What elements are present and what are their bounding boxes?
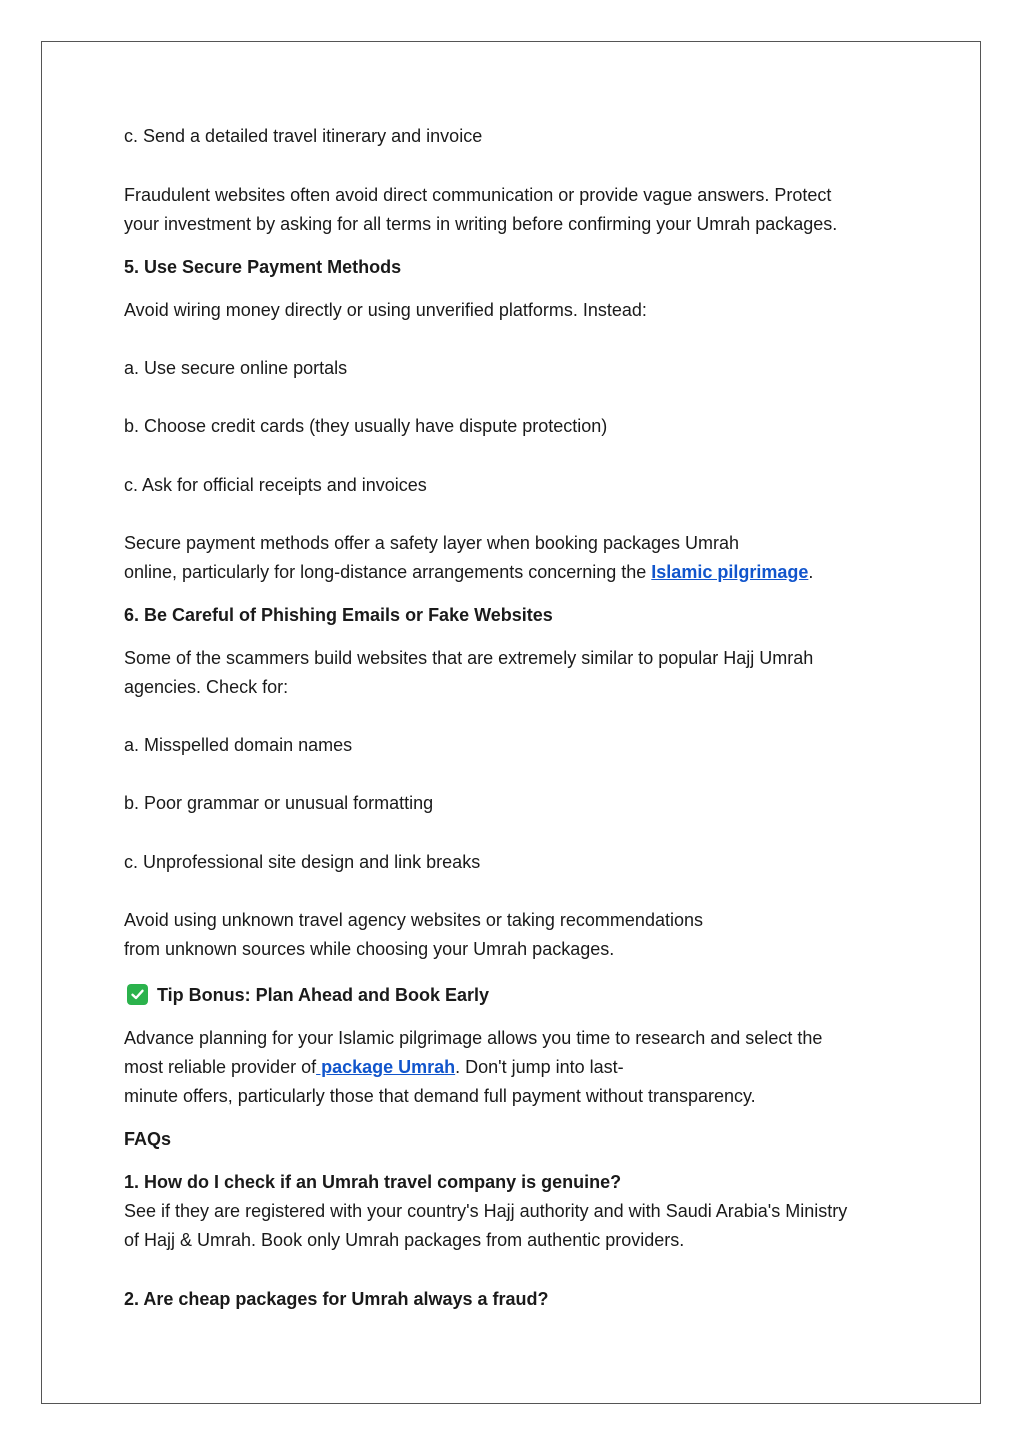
body-text: Fraudulent websites often avoid direct communication or provide vague answers. Protect (124, 185, 832, 205)
body-text: from unknown sources while choosing your Umrah packages. (124, 939, 615, 959)
body-text: . (808, 562, 814, 582)
faq-question: 1. How do I check if an Umrah travel company is genuine? (124, 1172, 622, 1192)
list-item: b. Choose credit cards (they usually have dispute protection) (124, 416, 608, 436)
list-item: c. Unprofessional site design and link breaks (124, 852, 481, 872)
body-text: Avoid using unknown travel agency websites or taking recommendations (124, 910, 703, 930)
body-text: Avoid wiring money directly or using unverified platforms. Instead: (124, 300, 647, 320)
body-text: . Don't jump into last- (455, 1057, 624, 1077)
section-heading: 5. Use Secure Payment Methods (124, 257, 402, 277)
faq-question: 2. Are cheap packages for Umrah always a fraud? (124, 1289, 549, 1309)
body-text: your investment by asking for all terms in writing before confirming your Umrah packages. (124, 214, 838, 234)
body-text: agencies. Check for: (124, 677, 289, 697)
body-text: Advance planning for your Islamic pilgrimage allows you time to research and select the (124, 1028, 823, 1048)
list-item: a. Misspelled domain names (124, 735, 353, 755)
islamic-pilgrimage-link[interactable]: Islamic pilgrimage (651, 562, 809, 582)
body-text: c. Send a detailed travel itinerary and invoice (124, 126, 483, 146)
body-text: Some of the scammers build websites that are extremely similar to popular Hajj Umrah (124, 648, 814, 668)
tip-heading: Tip Bonus: Plan Ahead and Book Early (157, 985, 490, 1005)
list-item: c. Ask for official receipts and invoices (124, 475, 427, 495)
package-umrah-link[interactable]: package Umrah (316, 1057, 456, 1077)
body-text: most reliable provider of (124, 1057, 317, 1077)
faqs-heading: FAQs (124, 1129, 172, 1149)
body-text: Secure payment methods offer a safety layer when booking packages Umrah (124, 533, 740, 553)
body-text-with-link (124, 561, 813, 583)
body-text-with-link (124, 1056, 624, 1078)
section-heading: 6. Be Careful of Phishing Emails or Fake Websites (124, 605, 553, 625)
check-mark-icon (127, 984, 148, 1005)
faq-answer: of Hajj & Umrah. Book only Umrah packages from authentic providers. (124, 1230, 685, 1250)
list-item: b. Poor grammar or unusual formatting (124, 793, 434, 813)
faq-answer: See if they are registered with your country's Hajj authority and with Saudi Arabia's Ministry (124, 1201, 848, 1221)
list-item: a. Use secure online portals (124, 358, 348, 378)
body-text: online, particularly for long-distance arrangements concerning the (124, 562, 652, 582)
body-text: minute offers, particularly those that demand full payment without transparency. (124, 1086, 756, 1106)
